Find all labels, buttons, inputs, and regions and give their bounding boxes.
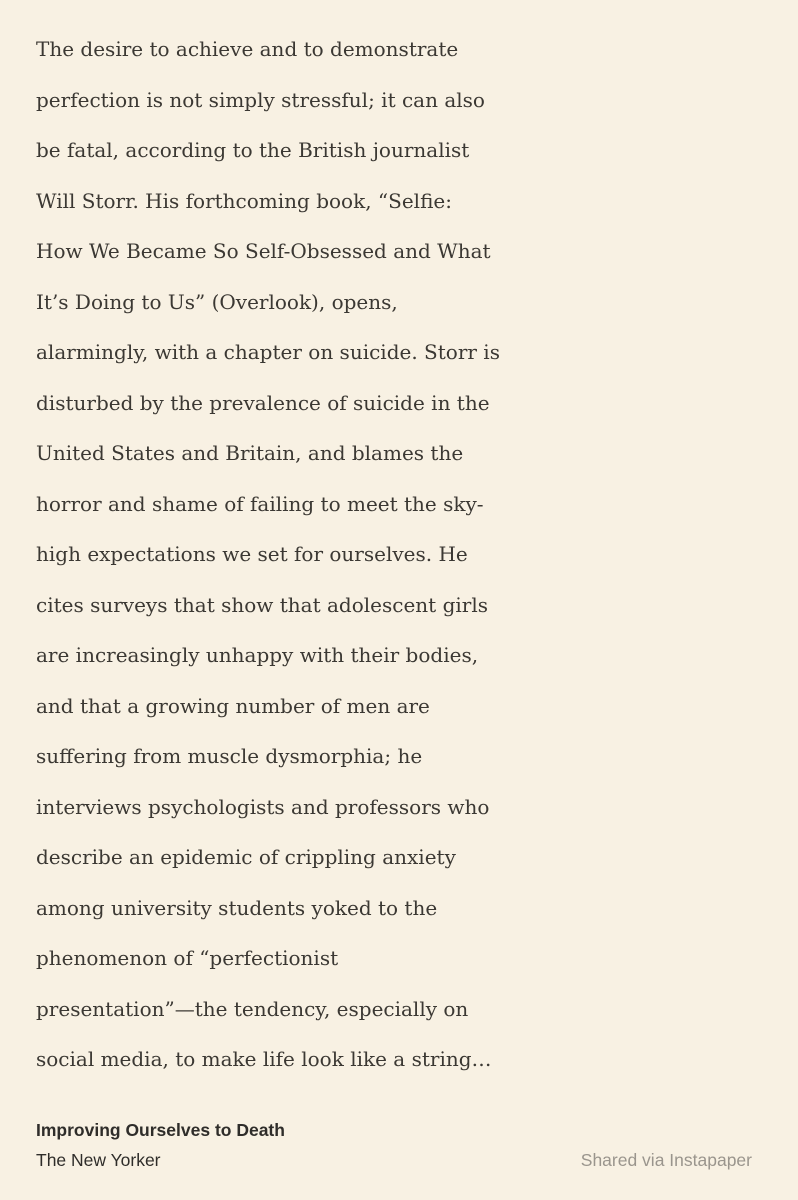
quote-line: How We Became So Self-Obsessed and What	[36, 239, 491, 263]
attribution-footer	[36, 1118, 752, 1178]
shared-via-label: Shared via Instapaper	[580, 1150, 752, 1170]
quote-line: among university students yoked to the	[36, 895, 438, 920]
quote-line: It’s Doing to Us” (Overlook), opens,	[36, 289, 398, 314]
quote-line: high expectations we set for ourselves. He	[36, 542, 468, 566]
quote-line: cites surveys that show that adolescent girls	[36, 592, 488, 617]
quote-line: are increasingly unhappy with their bodies,	[36, 643, 479, 667]
quote-line: presentation”—the tendency, especially on	[36, 996, 469, 1021]
quote-line: describe an epidemic of crippling anxiety	[36, 845, 456, 869]
quote-line: The desire to achieve and to demonstrate	[36, 37, 459, 61]
article-title[interactable]: Improving Ourselves to Death	[36, 1120, 285, 1140]
quote-line: social media, to make life look like a string…	[36, 1047, 492, 1071]
quote-line: Will Storr. His forthcoming book, “Selfie:	[36, 188, 452, 213]
quote-line: alarmingly, with a chapter on suicide. Storr is	[36, 340, 500, 364]
quote-line: be fatal, according to the British journalist	[36, 138, 470, 162]
quote-line: suffering from muscle dysmorphia; he	[36, 744, 423, 768]
quote-line: disturbed by the prevalence of suicide in the	[36, 390, 490, 415]
quote-line: horror and shame of failing to meet the sky-	[36, 491, 484, 516]
quote-line: and that a growing number of men are	[36, 693, 430, 718]
quote-line: United States and Britain, and blames the	[36, 441, 464, 465]
quote-line: phenomenon of “perfectionist	[36, 946, 339, 970]
quote-body	[36, 24, 776, 1085]
quote-line: interviews psychologists and professors who	[36, 794, 490, 819]
quote-line: perfection is not simply stressful; it can also	[36, 87, 485, 112]
publication-name: The New Yorker	[36, 1150, 161, 1170]
